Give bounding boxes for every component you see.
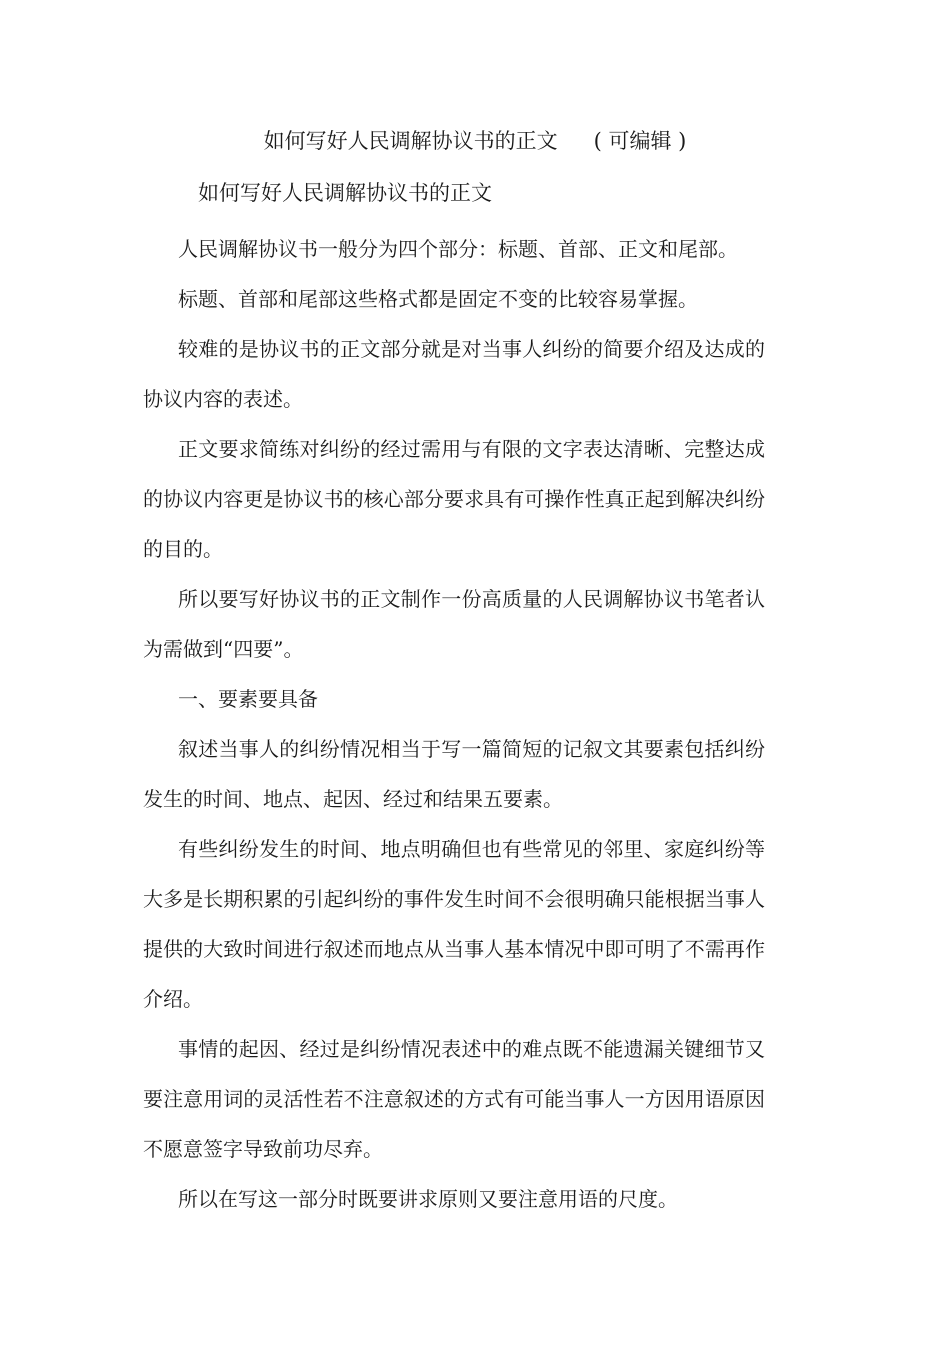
paragraph-7: 有些纠纷发生的时间、地点明确但也有些常见的邻里、家庭纠纷等大多是长期积累的引起纠纷的事件发生时间不会很明确只能根据当事人提供的大致时间进行叙述而地点从当事人基本情况中即可明了不需再作介绍。 [143,837,765,1011]
paragraph-2: 标题、首部和尾部这些格式都是固定不变的比较容易掌握。 [178,287,698,311]
paragraph-9: 所以在写这一部分时既要讲求原则又要注意用语的尺度。 [178,1187,678,1211]
document-subtitle: 如何写好人民调解协议书的正文 [198,181,492,205]
paragraph-3: 较难的是协议书的正文部分就是对当事人纠纷的简要介绍及达成的协议内容的表述。 [143,337,765,411]
document-title [0,124,950,158]
document-body [143,224,765,1224]
paragraph-5: 所以要写好协议书的正文制作一份高质量的人民调解协议书笔者认为需做到“四要”。 [143,587,765,661]
title-suffix: ( 可编辑 ) [593,129,687,153]
paragraph-6: 叙述当事人的纠纷情况相当于写一篇简短的记叙文其要素包括纠纷发生的时间、地点、起因、经过和结果五要素。 [143,737,765,811]
paragraph-1: 人民调解协议书一般分为四个部分：标题、首部、正文和尾部。 [178,237,738,261]
paragraph-4: 正文要求简练对纠纷的经过需用与有限的文字表达清晰、完整达成的协议内容更是协议书的核心部分要求具有可操作性真正起到解决纠纷的目的。 [143,437,765,561]
title-text: 如何写好人民调解协议书的正文 [263,129,558,153]
paragraph-8: 事情的起因、经过是纠纷情况表述中的难点既不能遗漏关键细节又要注意用词的灵活性若不注意叙述的方式有可能当事人一方因用语原因不愿意签字导致前功尽弃。 [143,1037,765,1161]
section-heading-1: 一、要素要具备 [178,687,318,711]
